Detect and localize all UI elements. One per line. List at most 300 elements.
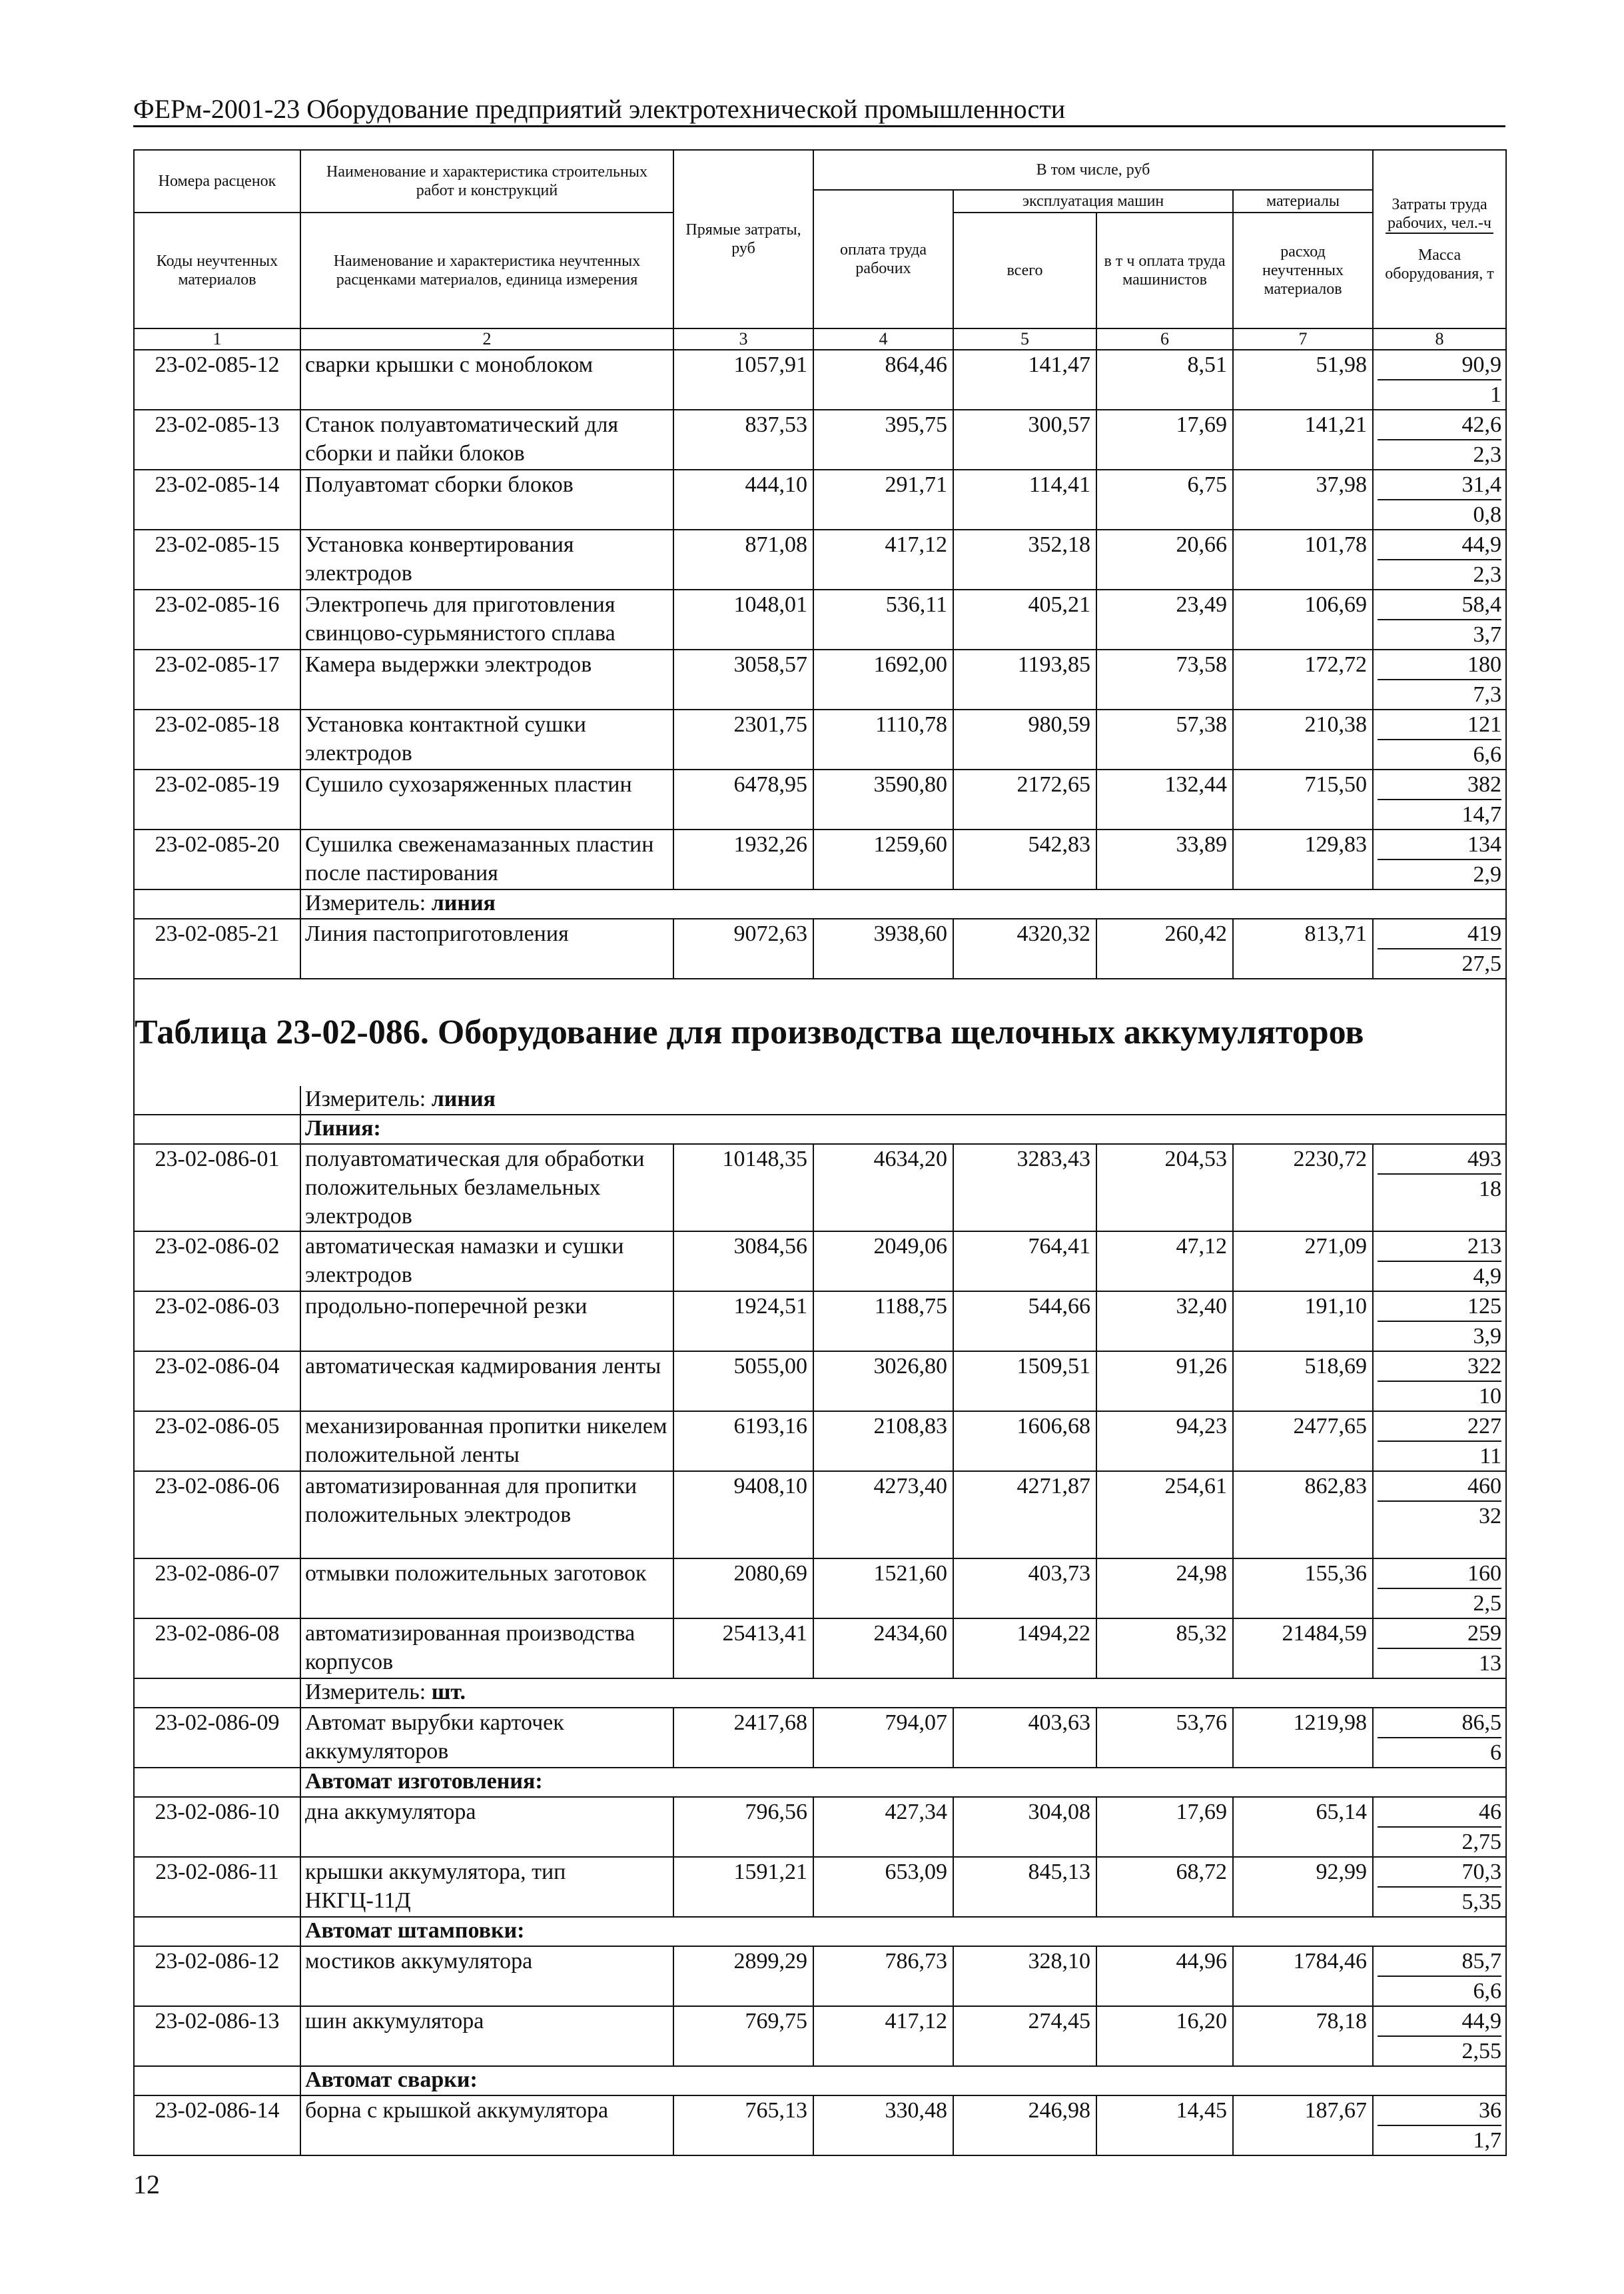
group-line-label: Линия:	[305, 1116, 381, 1141]
machinist-pay: 20,66	[1096, 530, 1233, 590]
col-number: 1	[134, 328, 300, 350]
machine-total: 141,47	[953, 350, 1096, 410]
rate-code: 23-02-085-13	[134, 410, 300, 470]
labor-mass-cell	[1373, 590, 1506, 650]
machinist-pay: 16,20	[1096, 2006, 1233, 2066]
labor-hours: 36	[1378, 2096, 1501, 2126]
materials-cost: 101,78	[1233, 530, 1373, 590]
labor-mass-cell	[1373, 530, 1506, 590]
rate-code: 23-02-085-21	[134, 919, 300, 979]
rate-code: 23-02-085-12	[134, 350, 300, 410]
table-row	[134, 1558, 1506, 1618]
group-make-block	[134, 1768, 1506, 1797]
measure-line-1	[134, 889, 1506, 919]
labor-mass-cell	[1373, 350, 1506, 410]
equipment-mass: 18	[1479, 1177, 1501, 1201]
table-row	[134, 830, 1506, 889]
machine-total: 300,57	[953, 410, 1096, 470]
work-name: Электропечь для приготовления свинцово-сурьмянистого сплава	[300, 590, 673, 650]
labor-hours: 259	[1378, 1619, 1501, 1649]
col-number: 5	[953, 328, 1096, 350]
materials-cost: 92,99	[1233, 1857, 1373, 1917]
machine-total: 403,63	[953, 1708, 1096, 1768]
labor-mass-cell	[1373, 1857, 1506, 1917]
work-name: механизированная пропитки никелем положительной ленты	[300, 1411, 673, 1471]
page-number: 12	[133, 2169, 160, 2199]
machinist-pay: 24,98	[1096, 1558, 1233, 1618]
table-row	[134, 1946, 1506, 2006]
machinist-pay: 23,49	[1096, 590, 1233, 650]
machine-total: 114,41	[953, 470, 1096, 530]
rate-code: 23-02-086-01	[134, 1144, 300, 1231]
column-numbers-row	[134, 328, 1506, 350]
materials-cost: 715,50	[1233, 770, 1373, 830]
labor-hours: 42,6	[1378, 410, 1501, 440]
table-2-title: Таблица 23-02-086. Оборудование для производства щелочных аккумуляторов	[135, 1013, 1364, 1051]
table-row	[134, 1471, 1506, 1558]
rate-code: 23-02-086-02	[134, 1231, 300, 1291]
table-row	[134, 1797, 1506, 1857]
rate-code: 23-02-085-14	[134, 470, 300, 530]
labor-hours: 160	[1378, 1559, 1501, 1589]
machinist-pay: 94,23	[1096, 1411, 1233, 1471]
machinist-pay: 6,75	[1096, 470, 1233, 530]
labor-pay: 1692,00	[813, 650, 953, 710]
labor-mass-cell	[1373, 1231, 1506, 1291]
machinist-pay: 47,12	[1096, 1231, 1233, 1291]
materials-cost: 37,98	[1233, 470, 1373, 530]
group-stamp-block	[134, 1917, 1506, 1946]
page-header: ФЕРм-2001-23 Оборудование предприятий электротехнической промышленности	[133, 93, 1505, 127]
labor-mass-cell	[1373, 1471, 1506, 1558]
labor-hours: 31,4	[1378, 470, 1501, 500]
group-stamp-label: Автомат штамповки:	[305, 1918, 525, 1943]
rate-code: 23-02-086-10	[134, 1797, 300, 1857]
table-row	[134, 590, 1506, 650]
direct-costs: 1048,01	[673, 590, 813, 650]
header-unaccounted-materials: расход неучтенных материалов	[1233, 213, 1373, 328]
table-row	[134, 1618, 1506, 1678]
labor-hours: 460	[1378, 1472, 1501, 1502]
machinist-pay: 254,61	[1096, 1471, 1233, 1558]
equipment-mass: 2,9	[1473, 862, 1501, 887]
machine-total: 4320,32	[953, 919, 1096, 979]
col-number: 2	[300, 328, 673, 350]
machine-total: 246,98	[953, 2095, 1096, 2155]
machinist-pay: 68,72	[1096, 1857, 1233, 1917]
direct-costs: 2899,29	[673, 1946, 813, 2006]
rate-code: 23-02-086-05	[134, 1411, 300, 1471]
labor-hours: 419	[1378, 919, 1501, 949]
materials-cost: 210,38	[1233, 710, 1373, 770]
direct-costs: 2301,75	[673, 710, 813, 770]
work-name: Установка конвертирования электродов	[300, 530, 673, 590]
direct-costs: 871,08	[673, 530, 813, 590]
group-make-label: Автомат изготовления:	[305, 1769, 543, 1794]
work-name: автоматическая кадмирования ленты	[300, 1351, 673, 1411]
labor-mass-cell	[1373, 1797, 1506, 1857]
direct-costs: 444,10	[673, 470, 813, 530]
materials-cost: 862,83	[1233, 1471, 1373, 1558]
rate-code: 23-02-085-20	[134, 830, 300, 889]
labor-mass-cell	[1373, 1708, 1506, 1768]
rate-code: 23-02-086-04	[134, 1351, 300, 1411]
group-weld-block	[134, 2066, 1506, 2095]
machinist-pay: 33,89	[1096, 830, 1233, 889]
labor-hours: 493	[1378, 1145, 1501, 1175]
machine-total: 542,83	[953, 830, 1096, 889]
work-name: Полуавтомат сборки блоков	[300, 470, 673, 530]
table-row	[134, 1351, 1506, 1411]
header-including: В том числе, руб	[813, 150, 1373, 190]
work-name: Камера выдержки электродов	[300, 650, 673, 710]
rate-code: 23-02-086-07	[134, 1558, 300, 1618]
header-labor-mass	[1373, 150, 1506, 328]
machinist-pay: 14,45	[1096, 2095, 1233, 2155]
measure-prefix: Измеритель:	[305, 1680, 432, 1704]
labor-mass-cell	[1373, 2006, 1506, 2066]
equipment-mass: 7,3	[1473, 682, 1501, 707]
machine-total: 4271,87	[953, 1471, 1096, 1558]
measure-unit: линия	[431, 1087, 496, 1111]
labor-pay: 3026,80	[813, 1351, 953, 1411]
labor-mass-cell	[1373, 410, 1506, 470]
work-name: Установка контактной сушки электродов	[300, 710, 673, 770]
machine-total: 274,45	[953, 2006, 1096, 2066]
labor-hours: 86,5	[1378, 1708, 1501, 1738]
direct-costs: 5055,00	[673, 1351, 813, 1411]
table-row	[134, 2095, 1506, 2155]
labor-pay: 1188,75	[813, 1291, 953, 1351]
rate-code: 23-02-086-13	[134, 2006, 300, 2066]
rate-code: 23-02-086-09	[134, 1708, 300, 1768]
measure-line-3	[134, 1678, 1506, 1708]
machine-total: 403,73	[953, 1558, 1096, 1618]
materials-cost: 1784,46	[1233, 1946, 1373, 2006]
group-weld-label: Автомат сварки:	[305, 2067, 478, 2092]
labor-hours: 46	[1378, 1798, 1501, 1828]
direct-costs: 1924,51	[673, 1291, 813, 1351]
measure-prefix: Измеритель:	[305, 891, 432, 915]
labor-mass-cell	[1373, 2095, 1506, 2155]
header-labor-hours: Затраты труда рабочих, чел.-ч	[1386, 195, 1493, 234]
rate-code: 23-02-086-12	[134, 1946, 300, 2006]
labor-hours: 58,4	[1378, 590, 1501, 620]
machinist-pay: 132,44	[1096, 770, 1233, 830]
equipment-mass: 2,55	[1461, 2039, 1501, 2063]
labor-hours: 90,9	[1378, 350, 1501, 380]
machinist-pay: 17,69	[1096, 410, 1233, 470]
machine-total: 845,13	[953, 1857, 1096, 1917]
machine-total: 1509,51	[953, 1351, 1096, 1411]
labor-mass-cell	[1373, 470, 1506, 530]
header-machine-total: всего	[953, 213, 1096, 328]
rate-code: 23-02-086-14	[134, 2095, 300, 2155]
labor-pay: 330,48	[813, 2095, 953, 2155]
labor-pay: 3938,60	[813, 919, 953, 979]
materials-cost: 813,71	[1233, 919, 1373, 979]
labor-pay: 1259,60	[813, 830, 953, 889]
table-row	[134, 710, 1506, 770]
machinist-pay: 32,40	[1096, 1291, 1233, 1351]
rate-code: 23-02-086-03	[134, 1291, 300, 1351]
work-name: автоматизированная для пропитки положительных электродов	[300, 1471, 673, 1558]
table-2-body-d	[134, 1946, 1506, 2066]
direct-costs: 769,75	[673, 2006, 813, 2066]
table-row	[134, 1291, 1506, 1351]
work-name: сварки крышки с моноблоком	[300, 350, 673, 410]
materials-cost: 518,69	[1233, 1351, 1373, 1411]
rate-code: 23-02-086-08	[134, 1618, 300, 1678]
equipment-mass: 10	[1479, 1384, 1501, 1409]
equipment-mass: 6	[1490, 1740, 1501, 1765]
work-name: автоматизированная производства корпусов	[300, 1618, 673, 1678]
table-row	[134, 770, 1506, 830]
col-number: 7	[1233, 328, 1373, 350]
machinist-pay: 57,38	[1096, 710, 1233, 770]
work-name: Сушило сухозаряженных пластин	[300, 770, 673, 830]
labor-mass-cell	[1373, 710, 1506, 770]
machine-total: 1606,68	[953, 1411, 1096, 1471]
equipment-mass: 13	[1479, 1651, 1501, 1676]
work-name: автоматическая намазки и сушки электродов	[300, 1231, 673, 1291]
work-name: Автомат вырубки карточек аккумуляторов	[300, 1708, 673, 1768]
labor-pay: 1521,60	[813, 1558, 953, 1618]
equipment-mass: 6,6	[1473, 1979, 1501, 2004]
direct-costs: 2417,68	[673, 1708, 813, 1768]
equipment-mass: 2,5	[1473, 1591, 1501, 1616]
price-table-frame	[133, 149, 1505, 2153]
direct-costs: 3084,56	[673, 1231, 813, 1291]
table-row	[134, 470, 1506, 530]
labor-pay: 864,46	[813, 350, 953, 410]
labor-pay: 417,12	[813, 2006, 953, 2066]
equipment-mass: 0,8	[1473, 502, 1501, 527]
table-row	[134, 919, 1506, 979]
work-name: отмывки положительных заготовок	[300, 1558, 673, 1618]
labor-pay: 2049,06	[813, 1231, 953, 1291]
machinist-pay: 91,26	[1096, 1351, 1233, 1411]
table-row	[134, 2006, 1506, 2066]
materials-cost: 172,72	[1233, 650, 1373, 710]
machine-total: 2172,65	[953, 770, 1096, 830]
direct-costs: 6193,16	[673, 1411, 813, 1471]
rate-code: 23-02-085-16	[134, 590, 300, 650]
labor-mass-cell	[1373, 1351, 1506, 1411]
labor-mass-cell	[1373, 919, 1506, 979]
work-name: шин аккумулятора	[300, 2006, 673, 2066]
machine-total: 544,66	[953, 1291, 1096, 1351]
header-name-bottom: Наименование и характеристика неучтенных расценками материалов, единица измерения	[300, 213, 673, 328]
direct-costs: 9072,63	[673, 919, 813, 979]
table-row	[134, 1231, 1506, 1291]
labor-pay: 794,07	[813, 1708, 953, 1768]
header-mass: Масса оборудования, т	[1385, 247, 1494, 283]
work-name: Линия пастоприготовления	[300, 919, 673, 979]
table-1-body-b	[134, 919, 1506, 979]
materials-cost: 271,09	[1233, 1231, 1373, 1291]
labor-mass-cell	[1373, 1558, 1506, 1618]
machinist-pay: 73,58	[1096, 650, 1233, 710]
machinist-pay: 44,96	[1096, 1946, 1233, 2006]
machinist-pay: 85,32	[1096, 1618, 1233, 1678]
machine-total: 328,10	[953, 1946, 1096, 2006]
direct-costs: 2080,69	[673, 1558, 813, 1618]
labor-pay: 2108,83	[813, 1411, 953, 1471]
labor-pay: 3590,80	[813, 770, 953, 830]
machine-total: 304,08	[953, 1797, 1096, 1857]
materials-cost: 21484,59	[1233, 1618, 1373, 1678]
materials-cost: 1219,98	[1233, 1708, 1373, 1768]
rate-code: 23-02-085-15	[134, 530, 300, 590]
work-name: борна с крышкой аккумулятора	[300, 2095, 673, 2155]
machine-total: 352,18	[953, 530, 1096, 590]
materials-cost: 51,98	[1233, 350, 1373, 410]
materials-cost: 2230,72	[1233, 1144, 1373, 1231]
labor-pay: 291,71	[813, 470, 953, 530]
table-row	[134, 410, 1506, 470]
direct-costs: 6478,95	[673, 770, 813, 830]
header-machine-operation: эксплуатация машин	[953, 190, 1233, 213]
table-2-body-c	[134, 1797, 1506, 1917]
labor-pay: 4634,20	[813, 1144, 953, 1231]
labor-mass-cell	[1373, 1291, 1506, 1351]
direct-costs: 1591,21	[673, 1857, 813, 1917]
equipment-mass: 14,7	[1461, 802, 1501, 827]
work-name: продольно-поперечной резки	[300, 1291, 673, 1351]
machinist-pay: 17,69	[1096, 1797, 1233, 1857]
table-row	[134, 1411, 1506, 1471]
table-row	[134, 1857, 1506, 1917]
equipment-mass: 2,3	[1473, 562, 1501, 587]
equipment-mass: 4,9	[1473, 1264, 1501, 1289]
header-labor-pay: оплата труда рабочих	[813, 190, 953, 328]
labor-hours: 44,9	[1378, 530, 1501, 560]
table-2-body-a	[134, 1144, 1506, 1678]
col-number: 3	[673, 328, 813, 350]
header-direct-costs: Прямые затраты, руб	[673, 150, 813, 328]
labor-mass-cell	[1373, 1144, 1506, 1231]
materials-cost: 78,18	[1233, 2006, 1373, 2066]
measure-unit: линия	[431, 891, 496, 915]
labor-hours: 85,7	[1378, 1947, 1501, 1977]
direct-costs: 10148,35	[673, 1144, 813, 1231]
direct-costs: 1932,26	[673, 830, 813, 889]
machinist-pay: 260,42	[1096, 919, 1233, 979]
labor-mass-cell	[1373, 1411, 1506, 1471]
equipment-mass: 5,35	[1461, 1890, 1501, 1914]
machine-total: 405,21	[953, 590, 1096, 650]
materials-cost: 65,14	[1233, 1797, 1373, 1857]
machine-total: 3283,43	[953, 1144, 1096, 1231]
header-materials: материалы	[1233, 190, 1373, 213]
header-name-top: Наименование и характеристика строительных работ и конструкций	[300, 150, 673, 213]
labor-mass-cell	[1373, 650, 1506, 710]
header-machinist-pay: в т ч оплата труда машинистов	[1096, 213, 1233, 328]
labor-mass-cell	[1373, 1946, 1506, 2006]
equipment-mass: 1	[1490, 382, 1501, 407]
equipment-mass: 27,5	[1461, 951, 1501, 976]
direct-costs: 765,13	[673, 2095, 813, 2155]
table-row	[134, 650, 1506, 710]
labor-mass-cell	[1373, 770, 1506, 830]
equipment-mass: 1,7	[1473, 2128, 1501, 2153]
work-name: полуавтоматическая для обработки положительных безламельных электродов	[300, 1144, 673, 1231]
labor-mass-cell	[1373, 1618, 1506, 1678]
materials-cost: 191,10	[1233, 1291, 1373, 1351]
labor-hours: 227	[1378, 1412, 1501, 1442]
table-2-body-e	[134, 2095, 1506, 2155]
table-row	[134, 530, 1506, 590]
labor-hours: 134	[1378, 830, 1501, 860]
col-number: 6	[1096, 328, 1233, 350]
measure-prefix: Измеритель:	[305, 1087, 432, 1111]
rate-code: 23-02-085-18	[134, 710, 300, 770]
work-name: Сушилка свеженамазанных пластин после пастирования	[300, 830, 673, 889]
work-name: Станок полуавтоматический для сборки и пайки блоков	[300, 410, 673, 470]
table-2-title-block	[134, 979, 1506, 1144]
equipment-mass: 3,9	[1473, 1324, 1501, 1349]
labor-hours: 322	[1378, 1352, 1501, 1382]
table-1-body	[134, 350, 1506, 889]
equipment-mass: 3,7	[1473, 622, 1501, 647]
direct-costs: 796,56	[673, 1797, 813, 1857]
machinist-pay: 8,51	[1096, 350, 1233, 410]
labor-hours: 382	[1378, 770, 1501, 800]
machine-total: 1193,85	[953, 650, 1096, 710]
direct-costs: 837,53	[673, 410, 813, 470]
measure-unit: шт.	[431, 1680, 466, 1704]
labor-hours: 213	[1378, 1232, 1501, 1262]
materials-cost: 155,36	[1233, 1558, 1373, 1618]
machine-total: 1494,22	[953, 1618, 1096, 1678]
equipment-mass: 6,6	[1473, 742, 1501, 767]
equipment-mass: 32	[1479, 1504, 1501, 1528]
labor-hours: 70,3	[1378, 1858, 1501, 1888]
rate-code: 23-02-086-11	[134, 1857, 300, 1917]
table-row	[134, 1144, 1506, 1231]
materials-cost: 141,21	[1233, 410, 1373, 470]
work-name: крышки аккумулятора, тип НКГЦ-11Д	[300, 1857, 673, 1917]
labor-hours: 121	[1378, 710, 1501, 740]
table-row	[134, 350, 1506, 410]
work-name: дна аккумулятора	[300, 1797, 673, 1857]
table-row	[134, 1708, 1506, 1768]
labor-hours: 125	[1378, 1292, 1501, 1322]
equipment-mass: 2,75	[1461, 1830, 1501, 1854]
direct-costs: 3058,57	[673, 650, 813, 710]
rate-code: 23-02-086-06	[134, 1471, 300, 1558]
labor-pay: 2434,60	[813, 1618, 953, 1678]
work-name: мостиков аккумулятора	[300, 1946, 673, 2006]
materials-cost: 106,69	[1233, 590, 1373, 650]
labor-pay: 653,09	[813, 1857, 953, 1917]
equipment-mass: 2,3	[1473, 442, 1501, 467]
rate-code: 23-02-085-17	[134, 650, 300, 710]
labor-pay: 395,75	[813, 410, 953, 470]
col-number: 4	[813, 328, 953, 350]
machine-total: 980,59	[953, 710, 1096, 770]
labor-pay: 1110,78	[813, 710, 953, 770]
labor-hours: 180	[1378, 650, 1501, 680]
price-table	[133, 149, 1507, 2156]
labor-pay: 427,34	[813, 1797, 953, 1857]
labor-hours: 44,9	[1378, 2007, 1501, 2037]
machinist-pay: 53,76	[1096, 1708, 1233, 1768]
materials-cost: 2477,65	[1233, 1411, 1373, 1471]
materials-cost: 129,83	[1233, 830, 1373, 889]
header-codes-bottom: Коды неучтенных материалов	[134, 213, 300, 328]
